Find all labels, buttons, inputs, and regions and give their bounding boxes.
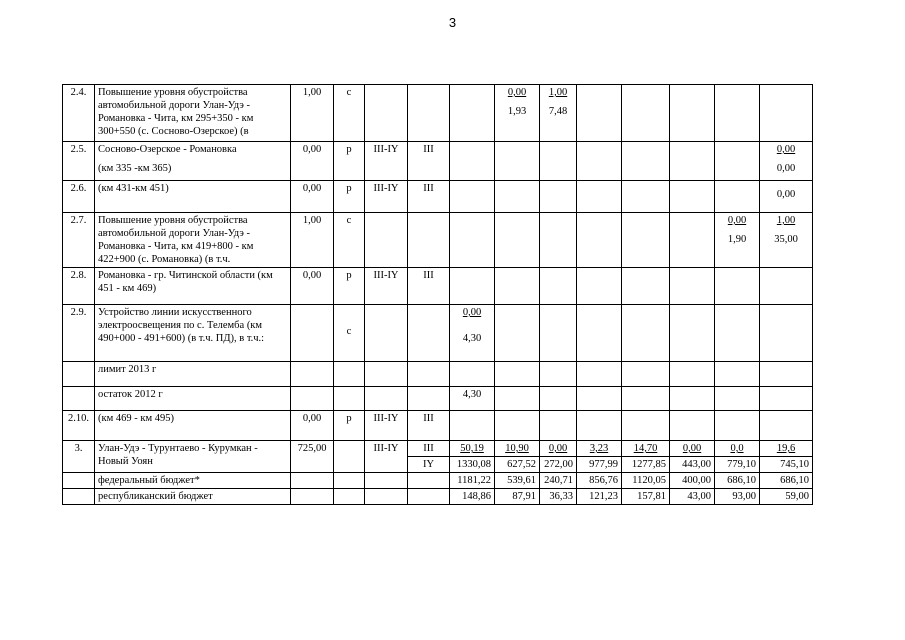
row-value: 1277,85 (622, 457, 670, 473)
row-value: 0,00 (760, 181, 813, 213)
row-type: р (334, 411, 365, 441)
row-length: 0,00 (291, 181, 334, 213)
row-value: 93,00 (715, 489, 760, 505)
row-value: 87,91 (495, 489, 540, 505)
row-value: 1,00 7,48 (540, 85, 577, 142)
row-name: (км 431-км 451) (95, 181, 291, 213)
row-value: 0,00 (540, 441, 577, 457)
row-type: р (334, 181, 365, 213)
row-value: 856,76 (577, 473, 622, 489)
row-value: 14,70 (622, 441, 670, 457)
row-name: Сосново-Озерское - Романовка (км 335 -км 365) (95, 142, 291, 181)
row-category-2: III (408, 268, 450, 305)
row-value: 539,61 (495, 473, 540, 489)
row-length: 0,00 (291, 411, 334, 441)
table-row-limit (63, 362, 813, 387)
row-value: 686,10 (715, 473, 760, 489)
row-length: 0,00 (291, 268, 334, 305)
row-value: 50,19 (450, 441, 495, 457)
row-number: 2.8. (63, 268, 95, 305)
table-row-2-5 (63, 142, 813, 181)
table-row-2-7 (63, 213, 813, 268)
row-length: 0,00 (291, 142, 334, 181)
row-value: 59,00 (760, 489, 813, 505)
page-number: 3 (448, 15, 457, 30)
row-value: 400,00 (670, 473, 715, 489)
row-value: 686,10 (760, 473, 813, 489)
table-row-2-8 (63, 268, 813, 305)
row-name: Устройство линии искусственного электроосвещения по с. Телемба (км 490+000 - 491+600) (в т.ч. ПД), в т.ч.: (95, 305, 291, 362)
row-type: с (334, 305, 365, 362)
row-value: 240,71 (540, 473, 577, 489)
row-value: 977,99 (577, 457, 622, 473)
row-number: 2.5. (63, 142, 95, 181)
table-row-federal (63, 473, 813, 489)
table-row-ostatok (63, 387, 813, 411)
row-category: III-IY (365, 441, 408, 473)
row-name: лимит 2013 г (95, 362, 291, 387)
row-value: 0,00 1,93 (495, 85, 540, 142)
row-value: 272,00 (540, 457, 577, 473)
row-category-2: III (408, 181, 450, 213)
row-value: 0,00 1,90 (715, 213, 760, 268)
row-number: 2.9. (63, 305, 95, 362)
row-category: III-IY (365, 181, 408, 213)
row-type: с (334, 213, 365, 268)
row-length: 1,00 (291, 85, 334, 142)
row-value: 0,0 (715, 441, 760, 457)
table-row-2-4 (63, 85, 813, 142)
row-category-2: III (408, 411, 450, 441)
row-value: 36,33 (540, 489, 577, 505)
row-value: 1330,08 (450, 457, 495, 473)
row-value: 157,81 (622, 489, 670, 505)
row-name: республиканский бюджет (95, 489, 291, 505)
row-value: 3,23 (577, 441, 622, 457)
row-category: III-IY (365, 411, 408, 441)
table-row-2-6 (63, 181, 813, 213)
row-name: Повышение уровня обустройства автомобильной дороги Улан-Удэ - Романовка - Чита, км 419+800 - км 422+900 (с. Романовка) (в т.ч. (95, 213, 291, 268)
row-category: III-IY (365, 142, 408, 181)
row-value: 10,90 (495, 441, 540, 457)
row-value: 4,30 (450, 387, 495, 411)
row-value: 745,10 (760, 457, 813, 473)
row-value: 43,00 (670, 489, 715, 505)
row-value: 0,00 4,30 (450, 305, 495, 362)
row-value: 1181,22 (450, 473, 495, 489)
row-value: 1120,05 (622, 473, 670, 489)
row-value: 0,00 0,00 (760, 142, 813, 181)
row-number: 3. (63, 441, 95, 473)
table-row-2-9 (63, 305, 813, 362)
table-row-2-10 (63, 411, 813, 441)
row-name: Романовка - гр. Читинской области (км 451 - км 469) (95, 268, 291, 305)
row-length: 725,00 (291, 441, 334, 473)
row-category: III-IY (365, 268, 408, 305)
row-name: Повышение уровня обустройства автомобильной дороги Улан-Удэ - Романовка - Чита, км 295+350 - км 300+550 (с. Сосново-Озерское) (в (95, 85, 291, 142)
row-value: 779,10 (715, 457, 760, 473)
row-value: 1,00 35,00 (760, 213, 813, 268)
row-value: 443,00 (670, 457, 715, 473)
row-number: 2.7. (63, 213, 95, 268)
row-name: федеральный бюджет* (95, 473, 291, 489)
table-row-republic (63, 489, 813, 505)
row-value: 627,52 (495, 457, 540, 473)
row-number: 2.10. (63, 411, 95, 441)
row-type: р (334, 268, 365, 305)
row-number: 2.6. (63, 181, 95, 213)
row-category-2: III (408, 142, 450, 181)
row-type: р (334, 142, 365, 181)
row-value: 148,86 (450, 489, 495, 505)
row-name: (км 469 - км 495) (95, 411, 291, 441)
row-value: 19,6 (760, 441, 813, 457)
row-value: 0,00 (670, 441, 715, 457)
row-name: остаток 2012 г (95, 387, 291, 411)
row-value: 121,23 (577, 489, 622, 505)
road-program-table (62, 84, 813, 505)
row-category-2: III (408, 441, 450, 457)
row-length: 1,00 (291, 213, 334, 268)
row-type: с (334, 85, 365, 142)
table-row-3 (63, 441, 813, 457)
row-name: Улан-Удэ - Турунтаево - Курумкан - Новый Уоян (95, 441, 291, 473)
row-number: 2.4. (63, 85, 95, 142)
row-category-2: IY (408, 457, 450, 473)
